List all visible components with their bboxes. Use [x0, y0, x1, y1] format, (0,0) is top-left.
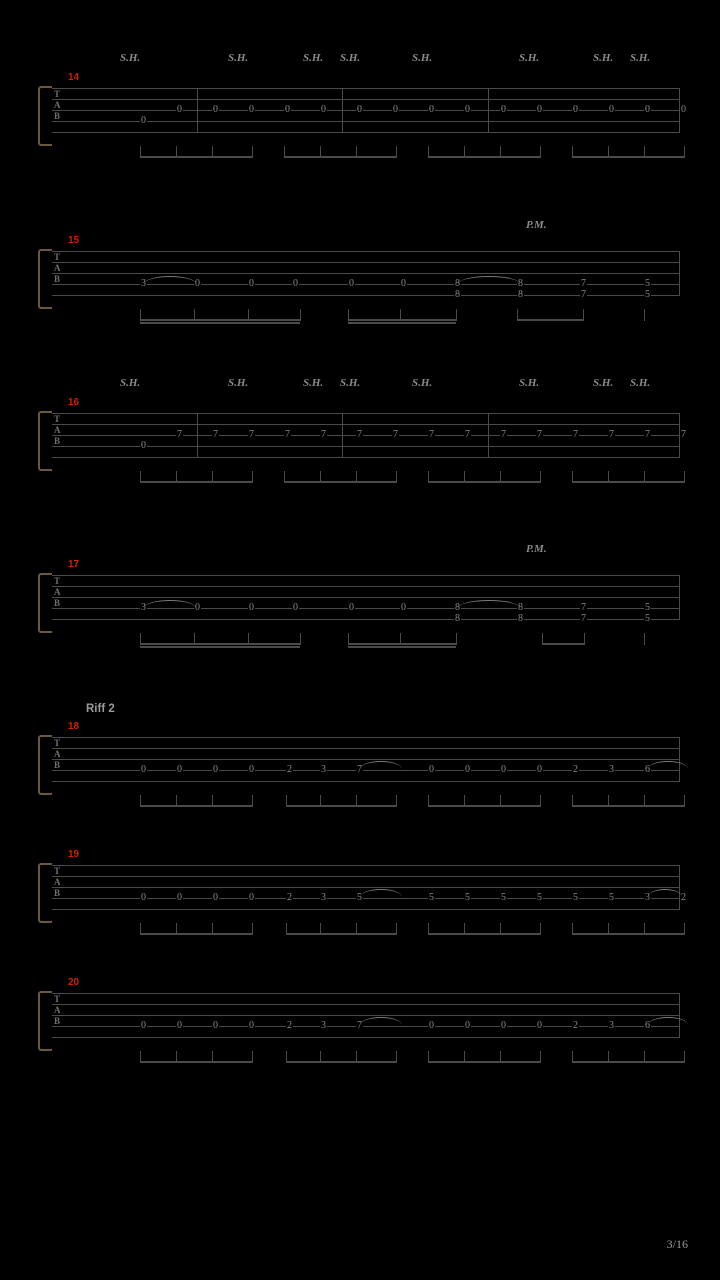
- tab-clef-letter: B: [54, 436, 61, 446]
- beam-bar: [572, 481, 684, 483]
- staff-line: [52, 737, 680, 738]
- staff-line: [52, 575, 680, 576]
- staff-brace: [38, 411, 52, 471]
- staff-line: [52, 99, 680, 100]
- tab-note: 0: [141, 440, 146, 451]
- tab-note: 2: [681, 892, 686, 903]
- tab-note: 0: [537, 764, 542, 775]
- sh-marker: S.H.: [593, 377, 614, 389]
- tab-note: 0: [681, 104, 686, 115]
- barline: [342, 413, 343, 458]
- beam-bar-secondary: [140, 646, 300, 648]
- staff-line: [52, 273, 680, 274]
- beam-group: [284, 146, 396, 160]
- note-stem: [540, 1051, 541, 1063]
- beam-group: [517, 309, 583, 323]
- tab-note: 2: [573, 1020, 578, 1031]
- tab-note: 5: [357, 892, 362, 903]
- staff-line: [52, 781, 680, 782]
- note-stem: [456, 309, 457, 321]
- staff-line: [52, 435, 680, 436]
- sh-marker: S.H.: [630, 52, 651, 64]
- tab-note: 0: [141, 892, 146, 903]
- tab-note: 0: [465, 764, 470, 775]
- tab-note: 8: [455, 613, 460, 624]
- tab-note: 7: [357, 764, 362, 775]
- tab-staff: [52, 413, 680, 457]
- tab-clef: [54, 866, 61, 899]
- note-stem: [396, 923, 397, 935]
- beam-group: [286, 923, 396, 937]
- tab-staff: [52, 88, 680, 132]
- tab-note: 7: [581, 602, 586, 613]
- note-stem: [396, 471, 397, 483]
- beam-bar: [428, 156, 540, 158]
- note-stem: [300, 633, 301, 645]
- tab-note: 0: [249, 104, 254, 115]
- note-stem: [456, 633, 457, 645]
- beam-bar-secondary: [348, 322, 456, 324]
- tab-note: 7: [609, 429, 614, 440]
- staff-brace: [38, 863, 52, 923]
- slur: [648, 1017, 688, 1025]
- sh-marker: S.H.: [228, 52, 249, 64]
- sh-marker: S.H.: [630, 377, 651, 389]
- staff-line: [52, 748, 680, 749]
- beam-bar-secondary: [348, 646, 456, 648]
- beam-group: [348, 633, 456, 647]
- beam-group: [140, 309, 300, 323]
- tab-note: 7: [681, 429, 686, 440]
- staff-brace: [38, 991, 52, 1051]
- tab-clef: [54, 252, 61, 285]
- staff-line: [52, 909, 680, 910]
- tab-note: 0: [195, 278, 200, 289]
- tab-note: 0: [401, 278, 406, 289]
- tab-note: 0: [213, 892, 218, 903]
- staff-line: [52, 597, 680, 598]
- tab-note: 0: [177, 764, 182, 775]
- note-stem: [396, 1051, 397, 1063]
- staff-line: [52, 251, 680, 252]
- tab-note: 0: [249, 278, 254, 289]
- beam-bar: [542, 643, 584, 645]
- tab-note: 8: [518, 602, 523, 613]
- note-stem: [644, 309, 645, 321]
- beam-bar: [348, 643, 456, 645]
- beam-group: [428, 923, 540, 937]
- beam-bar: [428, 481, 540, 483]
- tab-note: 0: [249, 1020, 254, 1031]
- beam-group: [428, 1051, 540, 1065]
- barline: [197, 413, 198, 458]
- barline: [488, 88, 489, 133]
- tab-note: 7: [321, 429, 326, 440]
- note-stem: [252, 923, 253, 935]
- staff-line: [52, 993, 680, 994]
- beam-group: [572, 1051, 684, 1065]
- beam-group: [140, 471, 252, 485]
- tab-note: 0: [249, 892, 254, 903]
- beam-group: [572, 923, 684, 937]
- beam-group: [542, 633, 584, 647]
- tab-note: 3: [609, 764, 614, 775]
- beam-group: [140, 633, 300, 647]
- barline-end: [679, 575, 680, 620]
- tab-note: 0: [141, 1020, 146, 1031]
- tab-clef-letter: B: [54, 1016, 61, 1026]
- tab-clef-letter: A: [54, 587, 61, 597]
- staff-line: [52, 1037, 680, 1038]
- tab-note: 7: [645, 429, 650, 440]
- tab-note: 7: [285, 429, 290, 440]
- tab-clef-letter: B: [54, 888, 61, 898]
- tab-note: 2: [287, 892, 292, 903]
- sh-marker: S.H.: [340, 377, 361, 389]
- sh-marker: S.H.: [519, 377, 540, 389]
- note-stem: [540, 923, 541, 935]
- tab-note: 0: [285, 104, 290, 115]
- tab-note: 5: [645, 613, 650, 624]
- sh-marker: S.H.: [412, 377, 433, 389]
- beam-bar: [348, 319, 456, 321]
- tab-note: 0: [501, 1020, 506, 1031]
- beam-group: [572, 146, 684, 160]
- staff-brace: [38, 735, 52, 795]
- beam-group: [572, 471, 684, 485]
- tab-note: 0: [177, 1020, 182, 1031]
- note-stem: [252, 471, 253, 483]
- measure-number: 14: [68, 72, 80, 83]
- barline-end: [679, 251, 680, 296]
- measure-number: 20: [68, 977, 80, 988]
- barline-end: [679, 737, 680, 782]
- beam-bar: [284, 156, 396, 158]
- tab-clef-letter: T: [54, 89, 61, 99]
- staff-line: [52, 759, 680, 760]
- tab-note: 7: [357, 429, 362, 440]
- beam-bar-secondary: [140, 322, 300, 324]
- tab-note: 7: [581, 613, 586, 624]
- sh-marker: S.H.: [593, 52, 614, 64]
- measure-number: 18: [68, 721, 80, 732]
- beam-bar: [572, 156, 684, 158]
- tab-clef-letter: A: [54, 425, 61, 435]
- sh-marker: S.H.: [303, 52, 324, 64]
- measure-number: 17: [68, 559, 80, 570]
- tab-note: 8: [518, 289, 523, 300]
- tab-clef: [54, 414, 61, 447]
- beam-group: [286, 795, 396, 809]
- staff-line: [52, 110, 680, 111]
- sh-marker: S.H.: [228, 377, 249, 389]
- note-stem: [252, 146, 253, 158]
- beam-group: [140, 795, 252, 809]
- note-stem: [684, 923, 685, 935]
- beam-group: [140, 923, 252, 937]
- tab-note: 7: [213, 429, 218, 440]
- tab-note: 3: [609, 1020, 614, 1031]
- barline: [197, 88, 198, 133]
- beam-group: [644, 309, 645, 323]
- tab-note: 0: [213, 1020, 218, 1031]
- palm-mute-marker: P.M.: [526, 543, 547, 555]
- sh-marker: S.H.: [120, 377, 141, 389]
- beam-group: [140, 1051, 252, 1065]
- tab-clef: [54, 89, 61, 122]
- staff-line: [52, 876, 680, 877]
- note-stem: [684, 471, 685, 483]
- tab-clef-letter: B: [54, 111, 61, 121]
- tab-note: 0: [195, 602, 200, 613]
- tab-clef: [54, 738, 61, 771]
- beam-bar: [428, 1061, 540, 1063]
- note-stem: [583, 309, 584, 321]
- staff-brace: [38, 249, 52, 309]
- tab-note: 5: [537, 892, 542, 903]
- tab-staff: [52, 865, 680, 909]
- beam-group: [428, 471, 540, 485]
- tab-note: 7: [429, 429, 434, 440]
- beam-bar: [140, 643, 300, 645]
- palm-mute-marker: P.M.: [526, 219, 547, 231]
- tab-clef-letter: B: [54, 760, 61, 770]
- beam-group: [286, 1051, 396, 1065]
- tab-note: 0: [141, 764, 146, 775]
- note-stem: [684, 146, 685, 158]
- tab-note: 0: [501, 104, 506, 115]
- beam-bar: [140, 933, 252, 935]
- tab-note: 5: [645, 289, 650, 300]
- slur: [648, 761, 688, 769]
- tab-note: 7: [581, 278, 586, 289]
- tab-clef-letter: B: [54, 274, 61, 284]
- staff-line: [52, 865, 680, 866]
- note-stem: [540, 795, 541, 807]
- note-stem: [684, 1051, 685, 1063]
- tab-note: 5: [645, 278, 650, 289]
- beam-bar: [140, 156, 252, 158]
- beam-bar: [572, 933, 684, 935]
- note-stem: [644, 633, 645, 645]
- tab-note: 0: [429, 1020, 434, 1031]
- note-stem: [396, 795, 397, 807]
- tab-note: 0: [141, 115, 146, 126]
- note-stem: [252, 1051, 253, 1063]
- measure-number: 15: [68, 235, 80, 246]
- tab-note: 7: [177, 429, 182, 440]
- beam-bar: [140, 1061, 252, 1063]
- tab-clef-letter: A: [54, 100, 61, 110]
- tab-note: 0: [213, 104, 218, 115]
- tab-note: 2: [287, 1020, 292, 1031]
- staff-line: [52, 88, 680, 89]
- staff-line: [52, 1015, 680, 1016]
- measure-number: 19: [68, 849, 80, 860]
- note-stem: [540, 146, 541, 158]
- beam-group: [572, 795, 684, 809]
- tab-note: 0: [349, 278, 354, 289]
- beam-bar: [286, 1061, 396, 1063]
- tab-clef-letter: T: [54, 866, 61, 876]
- sh-marker: S.H.: [519, 52, 540, 64]
- staff-brace: [38, 573, 52, 633]
- tab-note: 7: [465, 429, 470, 440]
- beam-bar: [572, 805, 684, 807]
- tab-note: 5: [429, 892, 434, 903]
- tab-note: 3: [645, 892, 650, 903]
- tab-staff: [52, 993, 680, 1037]
- tab-note: 5: [465, 892, 470, 903]
- tab-staff: [52, 737, 680, 781]
- barline: [342, 88, 343, 133]
- staff-brace: [38, 86, 52, 146]
- tab-note: 8: [455, 289, 460, 300]
- tab-note: 3: [321, 764, 326, 775]
- beam-group: [140, 146, 252, 160]
- beam-group: [428, 795, 540, 809]
- tab-note: 0: [645, 104, 650, 115]
- note-stem: [300, 309, 301, 321]
- tab-note: 3: [141, 278, 146, 289]
- beam-bar: [572, 1061, 684, 1063]
- tab-clef-letter: T: [54, 738, 61, 748]
- tab-note: 2: [287, 764, 292, 775]
- note-stem: [684, 795, 685, 807]
- tab-clef-letter: A: [54, 1005, 61, 1015]
- tab-note: 0: [249, 602, 254, 613]
- tab-note: 8: [518, 613, 523, 624]
- tab-note: 7: [537, 429, 542, 440]
- note-stem: [396, 146, 397, 158]
- beam-bar: [286, 805, 396, 807]
- beam-bar: [286, 933, 396, 935]
- tab-note: 7: [393, 429, 398, 440]
- tab-note: 7: [357, 1020, 362, 1031]
- tab-note: 0: [573, 104, 578, 115]
- page-number: 3/16: [666, 1237, 688, 1251]
- tab-clef-letter: A: [54, 263, 61, 273]
- tab-note: 0: [321, 104, 326, 115]
- tab-note: 5: [609, 892, 614, 903]
- tab-note: 5: [501, 892, 506, 903]
- sh-marker: S.H.: [340, 52, 361, 64]
- tab-note: 8: [455, 278, 460, 289]
- tab-note: 0: [465, 1020, 470, 1031]
- tab-note: 5: [573, 892, 578, 903]
- note-stem: [584, 633, 585, 645]
- staff-line: [52, 262, 680, 263]
- beam-group: [348, 309, 456, 323]
- tab-clef-letter: T: [54, 994, 61, 1004]
- tab-clef: [54, 576, 61, 609]
- sh-marker: S.H.: [412, 52, 433, 64]
- note-stem: [540, 471, 541, 483]
- measure-number: 16: [68, 397, 80, 408]
- tab-note: 0: [609, 104, 614, 115]
- beam-group: [428, 146, 540, 160]
- tab-note: 0: [293, 278, 298, 289]
- beam-bar: [428, 933, 540, 935]
- sh-marker: S.H.: [120, 52, 141, 64]
- beam-bar: [140, 319, 300, 321]
- barline: [488, 413, 489, 458]
- tab-clef-letter: T: [54, 252, 61, 262]
- tab-note: 7: [249, 429, 254, 440]
- tab-note: 0: [393, 104, 398, 115]
- staff-line: [52, 413, 680, 414]
- tab-clef-letter: T: [54, 576, 61, 586]
- tab-note: 7: [573, 429, 578, 440]
- sh-marker: S.H.: [303, 377, 324, 389]
- beam-bar: [140, 805, 252, 807]
- tab-note: 5: [645, 602, 650, 613]
- tab-note: 3: [321, 892, 326, 903]
- note-stem: [252, 795, 253, 807]
- tab-note: 2: [573, 764, 578, 775]
- tab-note: 0: [537, 104, 542, 115]
- tab-note: 0: [349, 602, 354, 613]
- beam-group: [284, 471, 396, 485]
- tab-note: 3: [141, 602, 146, 613]
- tab-note: 0: [177, 104, 182, 115]
- tab-note: 3: [321, 1020, 326, 1031]
- tab-note: 0: [429, 104, 434, 115]
- beam-bar: [428, 805, 540, 807]
- tab-clef: [54, 994, 61, 1027]
- tab-note: 0: [177, 892, 182, 903]
- tab-note: 7: [581, 289, 586, 300]
- staff-line: [52, 586, 680, 587]
- tab-clef-letter: A: [54, 877, 61, 887]
- beam-bar: [140, 481, 252, 483]
- staff-line: [52, 424, 680, 425]
- tab-note: 0: [465, 104, 470, 115]
- tab-note: 8: [455, 602, 460, 613]
- tab-note: 0: [213, 764, 218, 775]
- tab-note: 8: [518, 278, 523, 289]
- staff-line: [52, 132, 680, 133]
- tab-note: 0: [429, 764, 434, 775]
- tab-note: 0: [249, 764, 254, 775]
- tab-note: 0: [293, 602, 298, 613]
- tab-clef-letter: A: [54, 749, 61, 759]
- tab-note: 0: [401, 602, 406, 613]
- tab-note: 7: [501, 429, 506, 440]
- tab-note: 0: [537, 1020, 542, 1031]
- tab-clef-letter: B: [54, 598, 61, 608]
- beam-bar: [284, 481, 396, 483]
- tab-clef-letter: T: [54, 414, 61, 424]
- barline-end: [679, 993, 680, 1038]
- tab-note: 6: [645, 764, 650, 775]
- staff-line: [52, 1004, 680, 1005]
- beam-group: [644, 633, 645, 647]
- staff-line: [52, 457, 680, 458]
- barline-end: [679, 865, 680, 910]
- beam-bar: [517, 319, 583, 321]
- tab-note: 0: [501, 764, 506, 775]
- tab-note: 6: [645, 1020, 650, 1031]
- tab-note: 0: [357, 104, 362, 115]
- staff-line: [52, 887, 680, 888]
- section-label: Riff 2: [86, 703, 115, 715]
